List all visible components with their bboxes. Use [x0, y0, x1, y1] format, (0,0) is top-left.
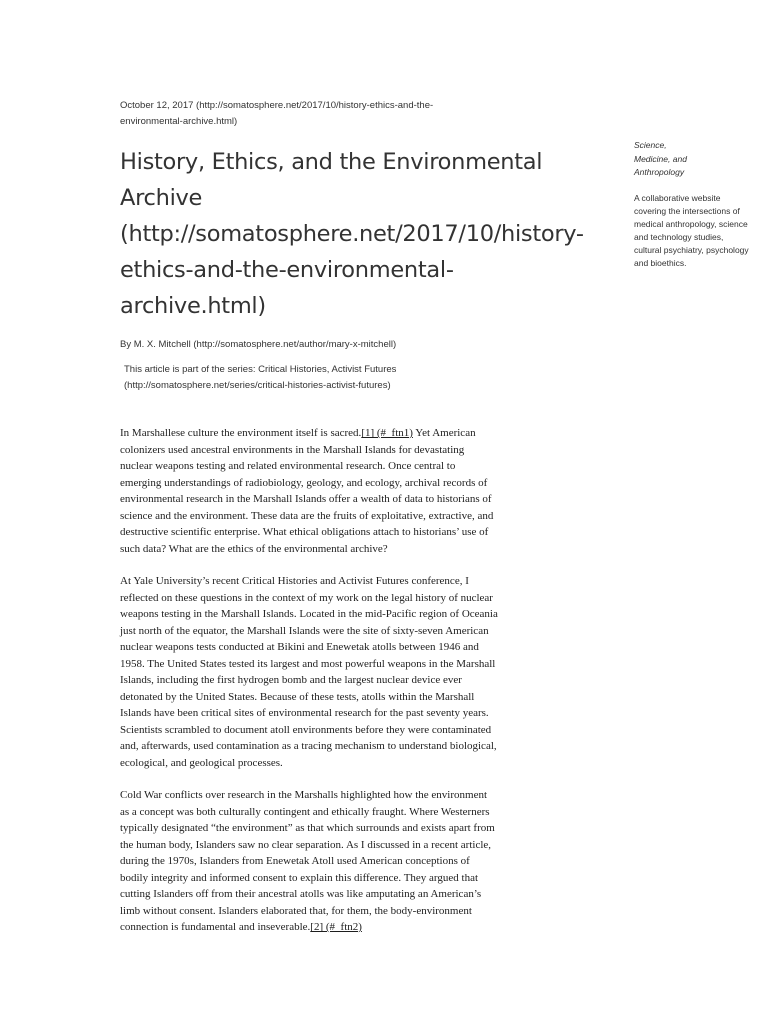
post-date-link[interactable]: October 12, 2017 (http://somatosphere.net/2017/10/history-ethics-and-the-environmental-archive.html)	[120, 100, 434, 127]
site-name-line-2: Medicine, and	[634, 153, 687, 164]
footnote-1-link[interactable]: [1] (#_ftn1)	[361, 427, 413, 439]
site-name-line-1: Science,	[634, 140, 667, 150]
paragraph-3-text: Cold War conflicts over research in the Marshalls highlighted how the environment as a concept was both culturally contingent and ethically fraught. Where Westerners typically designated “the environment” as that which surrounds and exists apart from the human body, Islanders saw no clear separation. As I discussed in a recent article, during the 1970s, Islanders from Enewetak Atoll used American conceptions of bodily integrity and informed consent to explain this difference. They argued that cutting Islanders off from their ancestral atolls was like amputating an American’s limb without consent. Islanders elaborated that, for them, the body-environment connection is fundamental and inseverable.	[120, 789, 495, 933]
article-title-link[interactable]: History, Ethics, and the Environmental Archive (http://somatosphere.net/2017/10/history-ethics-and-the-environmental-archive.html)	[120, 149, 584, 319]
site-name-line-3: Anthropology	[634, 167, 685, 177]
paragraph-2: At Yale University’s recent Critical Histories and Activist Futures conference, I reflected on these questions in the context of my work on the legal history of nuclear weapons testing in the Marshall Islands. Located in the mid-Pacific region of Oceania just north of the equator, the Marshall Islands were the site of sixty-seven American nuclear weapons tests conducted at Bikini and Enewetak atolls between 1946 and 1958. The United States tested its largest and most powerful weapons in the Marshall Islands, including the first hydrogen bomb and the largest nuclear device ever detonated by the United States. Because of these tests, atolls within the Marshall Islands have been critical sites of environmental research for the past seventy years. Scientists scrambled to document atoll environments before they were contaminated and, afterwards, used contamination as a tracing mechanism to understand biological, ecological, and geological processes.	[120, 575, 498, 769]
site-description: A collaborative website covering the intersections of medical anthropology, science and technology studies, cultural psychiatry, psychology and bioethics.	[634, 193, 749, 268]
site-name[interactable]	[634, 139, 744, 180]
paragraph-1-text: In Marshallese culture the environment itself is sacred.	[120, 427, 362, 439]
article-body	[120, 425, 498, 952]
series-note-link[interactable]: This article is part of the series: Critical Histories, Activist Futures (http://somatosphere.net/series/critical-histories-activist-futures)	[124, 364, 397, 391]
paragraph-3	[120, 787, 498, 936]
author-byline-link[interactable]: By M. X. Mitchell (http://somatosphere.net/author/mary-x-mitchell)	[120, 339, 397, 350]
paragraph-1	[120, 425, 498, 557]
footnote-2-link[interactable]: [2] (#_ftn2)	[310, 921, 362, 933]
paragraph-1-text-cont: Yet American colonizers used ancestral environments in the Marshall Islands for devastating nuclear weapons testing and related environmental research. Once central to emerging understandings of radiobiology, geology, and ecology, archival records of environmental research in the Marshall Islands offer a wealth of data to historians of science and the environment. These data are the fruits of exploitative, extractive, and destructive scientific enterprise. What ethical obligations attach to historians’ use of such data? What are the ethics of the environmental archive?	[120, 427, 494, 555]
